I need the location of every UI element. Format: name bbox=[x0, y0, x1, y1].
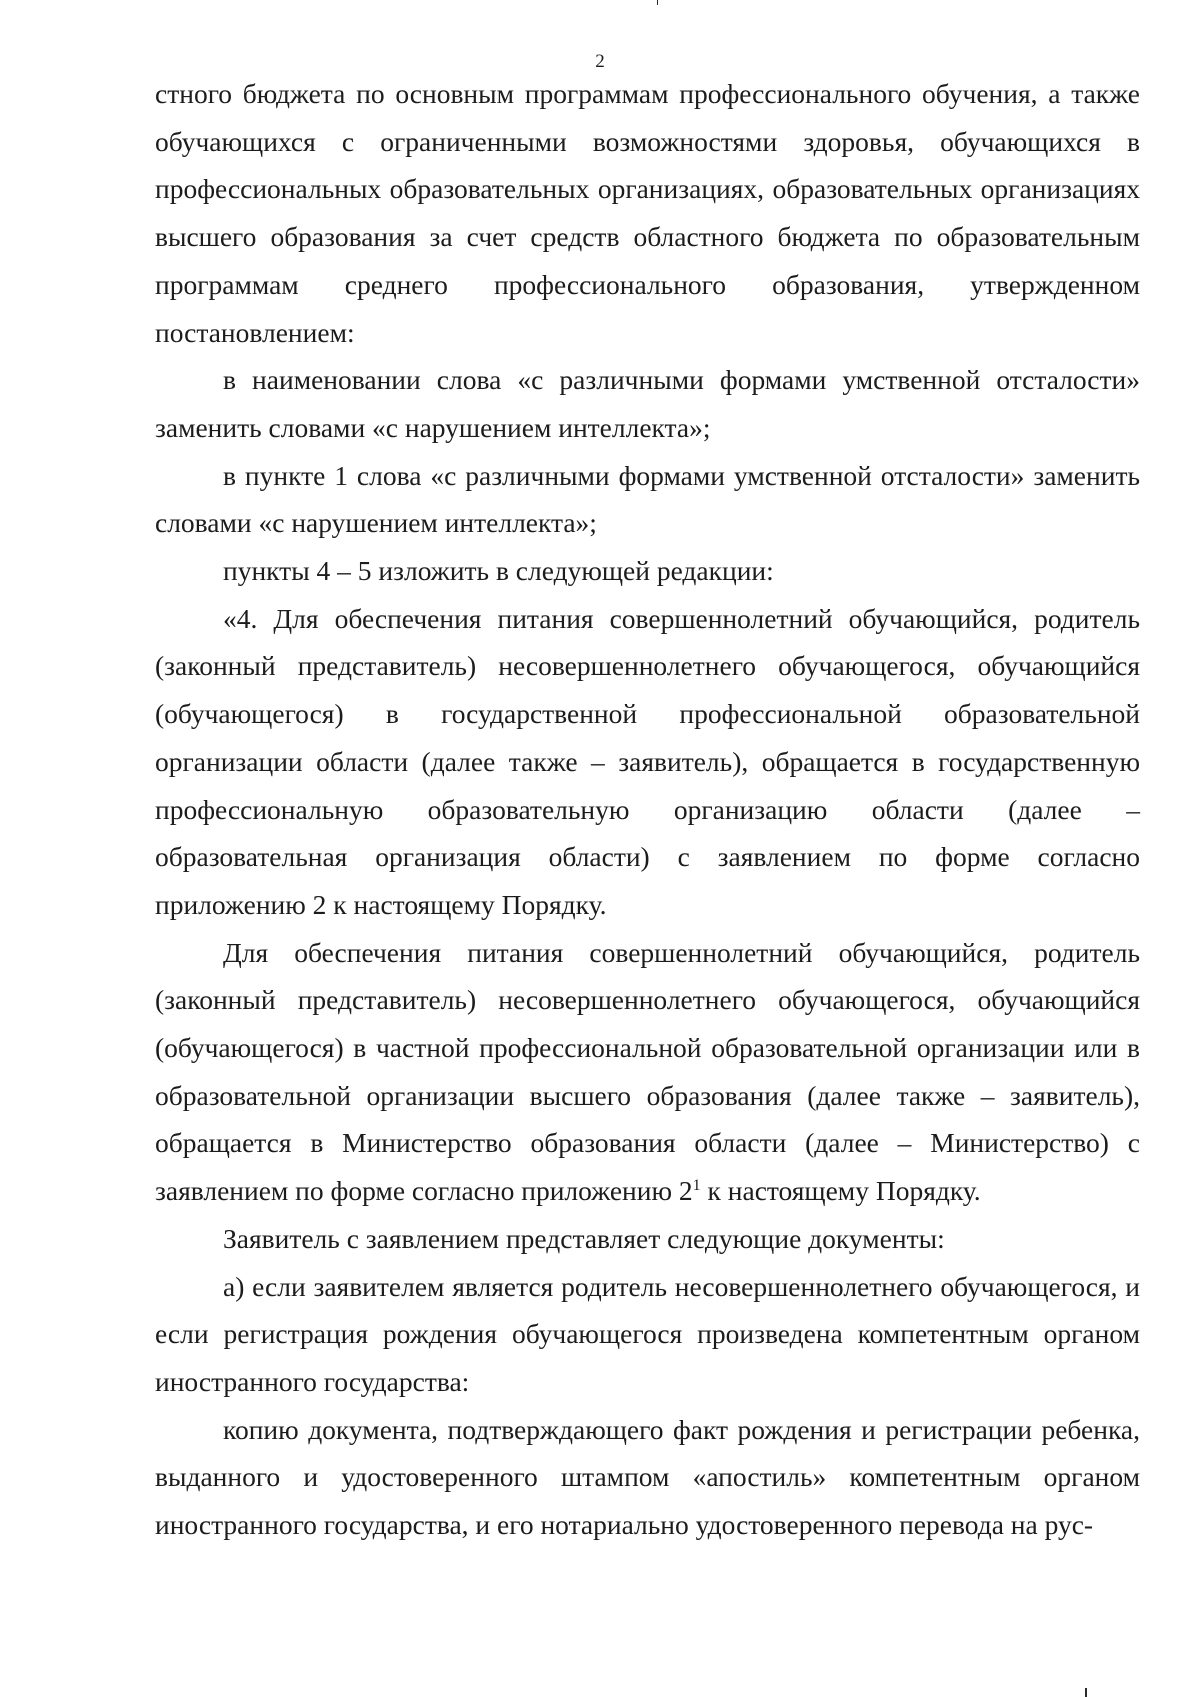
paragraph bbox=[155, 929, 1140, 1215]
paragraph-text-tail: к настоящему Порядку. bbox=[700, 1175, 981, 1207]
paragraph: пункты 4 – 5 изложить в следующей редакции: bbox=[223, 555, 774, 587]
scan-mark bbox=[1085, 1688, 1087, 1697]
superscript: 1 bbox=[692, 1177, 701, 1195]
document-body bbox=[155, 70, 1140, 1549]
paragraph: а) если заявителем является родитель несовершеннолетнего обучающегося, и если регистрация рождения обучающегося произведена компетентным органом иностранного государства: bbox=[155, 1270, 1140, 1397]
scan-mark bbox=[657, 0, 658, 5]
paragraph: стного бюджета по основным программам профессионального обучения, а также обучающихся с ограниченными возможностями здоровья, обучающихся в профессиональных образовательных организациях, образовательных организациях высшего образования за счет средств областного бюджета по образовательным программам среднего профессионального образования, утвержденном постановлением: bbox=[155, 78, 1140, 348]
paragraph: «4. Для обеспечения питания совершеннолетний обучающийся, родитель (законный представитель) несовершеннолетнего обучающегося, обучающийся (обучающегося) в государственной профессиональной образовательной организации области (далее также – заявитель), обращается в государственную профессиональную образовательную организацию области (далее – образовательная организация области) с заявлением по форме согласно приложению 2 к настоящему Порядку. bbox=[155, 602, 1140, 920]
page-number: 2 bbox=[595, 51, 605, 72]
paragraph-text: Для обеспечения питания совершеннолетний обучающийся, родитель (законный представитель) несовершеннолетнего обучающегося, обучающийся (обучающегося) в частной профессиональной образовательной организации или в образовательной организации высшего образования (далее также – заявитель), обращается в Министерство образования области (далее – Министерство) с заявлением по форме согласно приложению 2 bbox=[155, 936, 1140, 1207]
paragraph: копию документа, подтверждающего факт рождения и регистрации ребенка, выданного и удостоверенного штампом «апостиль» компетентным органом иностранного государства, и его нотариально удостоверенного перевода на рус- bbox=[155, 1413, 1140, 1541]
paragraph: в наименовании слова «с различными формами умственной отсталости» заменить словами «с нарушением интеллекта»; bbox=[155, 364, 1140, 443]
paragraph: в пункте 1 слова «с различными формами умственной отсталости» заменить словами «с нарушением интеллекта»; bbox=[155, 459, 1140, 539]
paragraph: Заявитель с заявлением представляет следующие документы: bbox=[223, 1222, 945, 1254]
